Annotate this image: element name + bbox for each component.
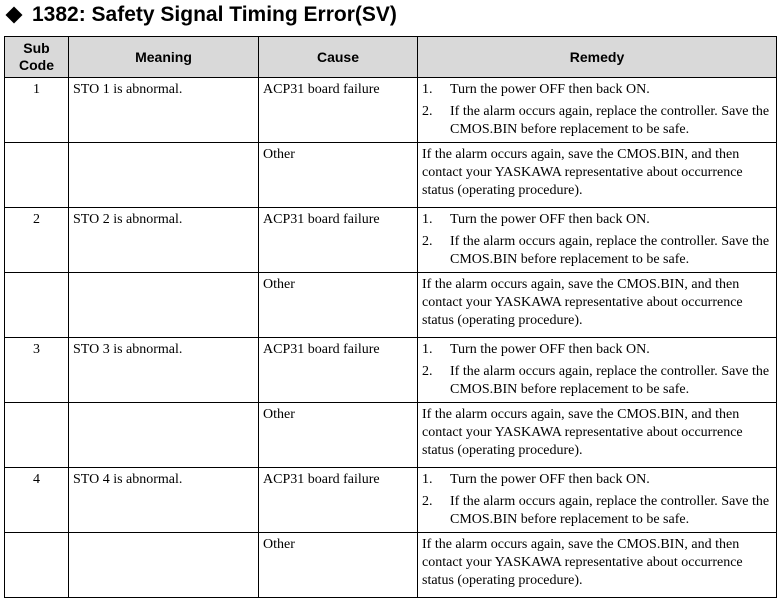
sub-code-cell: 4 <box>5 468 69 533</box>
table-row <box>5 78 777 143</box>
sub-code-cell-empty <box>5 273 69 338</box>
step-number: 2. <box>422 234 433 249</box>
table-row <box>5 208 777 273</box>
remedy-step <box>422 103 772 139</box>
header-meaning: Meaning <box>69 37 259 78</box>
remedy-step <box>422 493 772 529</box>
remedy-cell: If the alarm occurs again, save the CMOS.BIN, and then contact your YASKAWA representative about occurrence status (operating procedure). <box>418 273 777 338</box>
remedy-steps <box>422 81 772 139</box>
remedy-cell <box>418 338 777 403</box>
cause-cell: Other <box>259 143 418 208</box>
step-text: If the alarm occurs again, replace the controller. Save the CMOS.BIN before replacement to be safe. <box>450 364 770 397</box>
step-number: 1. <box>422 212 433 227</box>
sub-code-cell-empty <box>5 143 69 208</box>
remedy-step <box>422 471 772 489</box>
cause-cell: ACP31 board failure <box>259 338 418 403</box>
remedy-steps <box>422 341 772 399</box>
remedy-step <box>422 211 772 229</box>
table-row <box>5 338 777 403</box>
remedy-cell: If the alarm occurs again, save the CMOS.BIN, and then contact your YASKAWA representative about occurrence status (operating procedure). <box>418 533 777 598</box>
meaning-cell: STO 2 is abnormal. <box>69 208 259 273</box>
step-number: 1. <box>422 342 433 357</box>
cause-cell: Other <box>259 533 418 598</box>
remedy-steps <box>422 471 772 529</box>
step-text: Turn the power OFF then back ON. <box>450 472 650 487</box>
remedy-step <box>422 363 772 399</box>
step-number: 2. <box>422 104 433 119</box>
meaning-cell: STO 1 is abnormal. <box>69 78 259 143</box>
sub-code-cell-empty <box>5 403 69 468</box>
step-text: If the alarm occurs again, replace the controller. Save the CMOS.BIN before replacement to be safe. <box>450 494 770 527</box>
sub-code-cell: 2 <box>5 208 69 273</box>
step-text: Turn the power OFF then back ON. <box>450 212 650 227</box>
remedy-cell <box>418 78 777 143</box>
header-cause: Cause <box>259 37 418 78</box>
step-number: 1. <box>422 82 433 97</box>
sub-code-cell-empty <box>5 533 69 598</box>
remedy-cell: If the alarm occurs again, save the CMOS.BIN, and then contact your YASKAWA representative about occurrence status (operating procedure). <box>418 403 777 468</box>
step-text: If the alarm occurs again, replace the controller. Save the CMOS.BIN before replacement to be safe. <box>450 234 770 267</box>
remedy-cell: If the alarm occurs again, save the CMOS.BIN, and then contact your YASKAWA representative about occurrence status (operating procedure). <box>418 143 777 208</box>
table-row <box>5 143 777 208</box>
diamond-icon <box>6 7 23 24</box>
meaning-cell-empty <box>69 533 259 598</box>
header-sub-code <box>5 37 69 78</box>
cause-cell: ACP31 board failure <box>259 78 418 143</box>
meaning-cell-empty <box>69 403 259 468</box>
step-number: 2. <box>422 364 433 379</box>
cause-cell: Other <box>259 403 418 468</box>
cause-cell: ACP31 board failure <box>259 468 418 533</box>
remedy-cell <box>418 468 777 533</box>
header-sub-code-line1: Sub <box>23 40 50 56</box>
table-row <box>5 533 777 598</box>
heading-title: 1382: Safety Signal Timing Error(SV) <box>32 3 397 26</box>
alarm-table <box>4 36 777 598</box>
meaning-cell-empty <box>69 273 259 338</box>
cause-cell: ACP31 board failure <box>259 208 418 273</box>
step-number: 2. <box>422 494 433 509</box>
table-header-row <box>5 37 777 78</box>
cause-cell: Other <box>259 273 418 338</box>
step-text: If the alarm occurs again, replace the controller. Save the CMOS.BIN before replacement to be safe. <box>450 104 770 137</box>
header-remedy: Remedy <box>418 37 777 78</box>
remedy-step <box>422 81 772 99</box>
header-sub-code-line2: Code <box>19 57 54 73</box>
table-row <box>5 403 777 468</box>
meaning-cell: STO 3 is abnormal. <box>69 338 259 403</box>
table-row <box>5 468 777 533</box>
table-row <box>5 273 777 338</box>
step-text: Turn the power OFF then back ON. <box>450 82 650 97</box>
section-heading <box>4 2 397 28</box>
remedy-step <box>422 341 772 359</box>
meaning-cell: STO 4 is abnormal. <box>69 468 259 533</box>
remedy-cell <box>418 208 777 273</box>
step-text: Turn the power OFF then back ON. <box>450 342 650 357</box>
remedy-step <box>422 233 772 269</box>
remedy-steps <box>422 211 772 269</box>
meaning-cell-empty <box>69 143 259 208</box>
step-number: 1. <box>422 472 433 487</box>
sub-code-cell: 3 <box>5 338 69 403</box>
sub-code-cell: 1 <box>5 78 69 143</box>
